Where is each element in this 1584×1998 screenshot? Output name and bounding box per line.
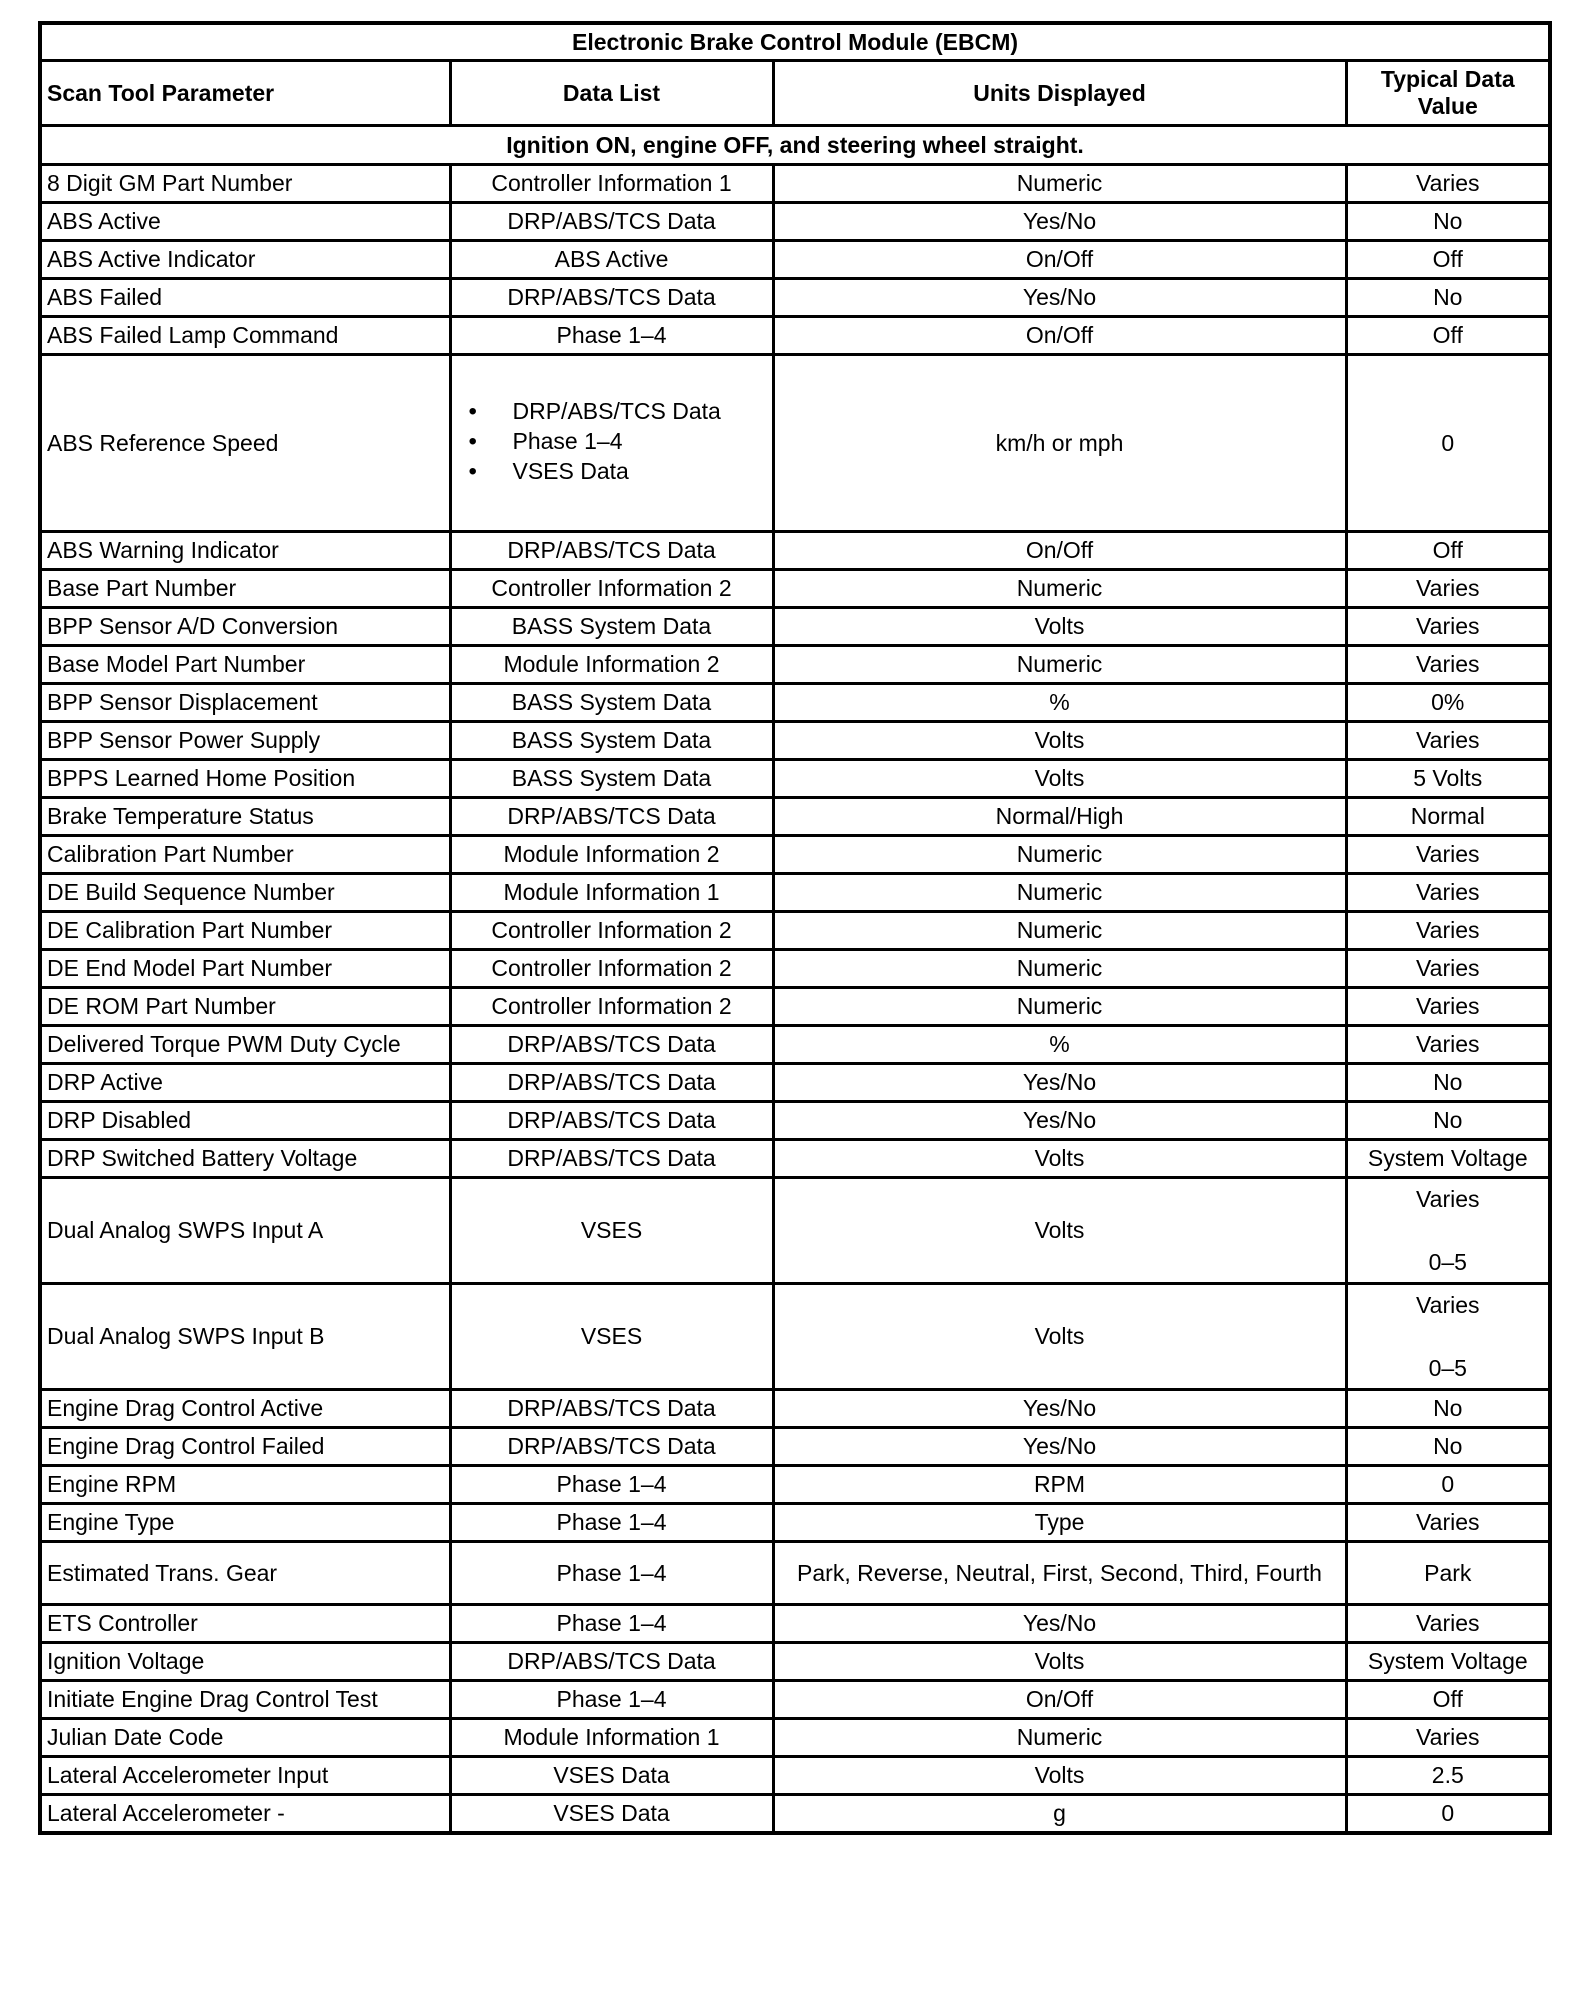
cell-scan-tool-parameter: Engine RPM <box>40 1466 450 1504</box>
cell-data-list <box>450 355 773 532</box>
table-row <box>40 570 1550 608</box>
cell-scan-tool-parameter: Lateral Accelerometer - <box>40 1795 450 1834</box>
cell-data-list: BASS System Data <box>450 608 773 646</box>
cell-data-list: DRP/ABS/TCS Data <box>450 1140 773 1178</box>
cell-data-list: BASS System Data <box>450 760 773 798</box>
cell-units-displayed: Park, Reverse, Neutral, First, Second, Third, Fourth <box>773 1542 1346 1605</box>
cell-units-displayed: Numeric <box>773 950 1346 988</box>
table-row <box>40 1026 1550 1064</box>
cell-typical-data-value: Off <box>1346 532 1550 570</box>
cell-units-displayed: km/h or mph <box>773 355 1346 532</box>
cell-units-displayed: Type <box>773 1504 1346 1542</box>
table-row <box>40 1390 1550 1428</box>
cell-scan-tool-parameter: Engine Type <box>40 1504 450 1542</box>
cell-scan-tool-parameter: Dual Analog SWPS Input A <box>40 1178 450 1284</box>
typical-value-line: Varies <box>1416 1291 1480 1318</box>
cell-typical-data-value: 5 Volts <box>1346 760 1550 798</box>
cell-typical-data-value: Varies <box>1346 1605 1550 1643</box>
cell-units-displayed: RPM <box>773 1466 1346 1504</box>
cell-data-list: VSES <box>450 1178 773 1284</box>
cell-scan-tool-parameter: BPP Sensor Power Supply <box>40 722 450 760</box>
cell-typical-data-value: Varies <box>1346 1504 1550 1542</box>
cell-units-displayed: Yes/No <box>773 1064 1346 1102</box>
cell-scan-tool-parameter: Engine Drag Control Active <box>40 1390 450 1428</box>
cell-units-displayed: Numeric <box>773 874 1346 912</box>
cell-data-list: ABS Active <box>450 241 773 279</box>
cell-data-list: VSES <box>450 1284 773 1390</box>
cell-scan-tool-parameter: ABS Active Indicator <box>40 241 450 279</box>
cell-data-list: DRP/ABS/TCS Data <box>450 1064 773 1102</box>
cell-scan-tool-parameter: Estimated Trans. Gear <box>40 1542 450 1605</box>
table-row <box>40 355 1550 532</box>
cell-scan-tool-parameter: Dual Analog SWPS Input B <box>40 1284 450 1390</box>
table-row <box>40 684 1550 722</box>
cell-data-list: Phase 1–4 <box>450 1681 773 1719</box>
cell-units-displayed: Volts <box>773 722 1346 760</box>
cell-scan-tool-parameter: DRP Disabled <box>40 1102 450 1140</box>
cell-typical-data-value: 2.5 <box>1346 1757 1550 1795</box>
cell-typical-data-value: Varies <box>1346 570 1550 608</box>
data-list-bullet-item: • DRP/ABS/TCS Data <box>513 398 767 425</box>
table-row <box>40 1284 1550 1390</box>
cell-typical-data-value: Varies <box>1346 836 1550 874</box>
cell-units-displayed: % <box>773 684 1346 722</box>
table-row <box>40 1504 1550 1542</box>
cell-units-displayed: Numeric <box>773 1719 1346 1757</box>
cell-data-list: DRP/ABS/TCS Data <box>450 1428 773 1466</box>
cell-data-list: Controller Information 2 <box>450 950 773 988</box>
typical-value-line: 0–5 <box>1428 1248 1467 1275</box>
cell-typical-data-value: Varies <box>1346 608 1550 646</box>
cell-scan-tool-parameter: Delivered Torque PWM Duty Cycle <box>40 1026 450 1064</box>
cell-units-displayed: g <box>773 1795 1346 1834</box>
cell-typical-data-value: 0 <box>1346 1466 1550 1504</box>
cell-scan-tool-parameter: DE End Model Part Number <box>40 950 450 988</box>
cell-units-displayed: Numeric <box>773 988 1346 1026</box>
cell-scan-tool-parameter: BPP Sensor Displacement <box>40 684 450 722</box>
table-row <box>40 165 1550 203</box>
cell-scan-tool-parameter: Calibration Part Number <box>40 836 450 874</box>
cell-typical-data-value: 0% <box>1346 684 1550 722</box>
cell-typical-data-value: Varies <box>1346 165 1550 203</box>
cell-data-list: DRP/ABS/TCS Data <box>450 1643 773 1681</box>
table-row <box>40 1605 1550 1643</box>
table-row <box>40 950 1550 988</box>
cell-units-displayed: Numeric <box>773 646 1346 684</box>
cell-data-list: Module Information 1 <box>450 874 773 912</box>
cell-typical-data-value <box>1346 1284 1550 1390</box>
cell-typical-data-value: Park <box>1346 1542 1550 1605</box>
cell-scan-tool-parameter: 8 Digit GM Part Number <box>40 165 450 203</box>
table-row <box>40 1719 1550 1757</box>
table-row <box>40 1542 1550 1605</box>
table-row <box>40 1757 1550 1795</box>
cell-units-displayed: Yes/No <box>773 1390 1346 1428</box>
table-row <box>40 1795 1550 1834</box>
table-row <box>40 532 1550 570</box>
cell-scan-tool-parameter: Initiate Engine Drag Control Test <box>40 1681 450 1719</box>
cell-units-displayed: Numeric <box>773 570 1346 608</box>
cell-typical-data-value <box>1346 1178 1550 1284</box>
cell-data-list: DRP/ABS/TCS Data <box>450 203 773 241</box>
cell-typical-data-value: 0 <box>1346 1795 1550 1834</box>
table-row <box>40 203 1550 241</box>
typical-value-stack <box>1353 1292 1544 1382</box>
cell-data-list: DRP/ABS/TCS Data <box>450 798 773 836</box>
table-row <box>40 279 1550 317</box>
cell-units-displayed: Volts <box>773 608 1346 646</box>
cell-typical-data-value: System Voltage <box>1346 1643 1550 1681</box>
cell-data-list: Phase 1–4 <box>450 1466 773 1504</box>
table-row <box>40 1140 1550 1178</box>
table-row <box>40 1643 1550 1681</box>
table-row <box>40 1428 1550 1466</box>
cell-typical-data-value: System Voltage <box>1346 1140 1550 1178</box>
typical-value-line: Varies <box>1416 1185 1480 1212</box>
cell-units-displayed: Volts <box>773 1643 1346 1681</box>
table-row <box>40 874 1550 912</box>
cell-units-displayed: Yes/No <box>773 279 1346 317</box>
table-row <box>40 1064 1550 1102</box>
cell-typical-data-value: No <box>1346 1102 1550 1140</box>
cell-data-list: VSES Data <box>450 1795 773 1834</box>
cell-scan-tool-parameter: ABS Failed Lamp Command <box>40 317 450 355</box>
cell-typical-data-value: No <box>1346 1390 1550 1428</box>
cell-data-list: BASS System Data <box>450 722 773 760</box>
table-row <box>40 1178 1550 1284</box>
cell-units-displayed: Volts <box>773 1284 1346 1390</box>
cell-units-displayed: On/Off <box>773 1681 1346 1719</box>
cell-typical-data-value: Off <box>1346 317 1550 355</box>
cell-typical-data-value: Varies <box>1346 874 1550 912</box>
header-data-list: Data List <box>450 61 773 126</box>
cell-units-displayed: Volts <box>773 1178 1346 1284</box>
cell-typical-data-value: Off <box>1346 1681 1550 1719</box>
header-units-displayed: Units Displayed <box>773 61 1346 126</box>
cell-scan-tool-parameter: Base Part Number <box>40 570 450 608</box>
table-row <box>40 1466 1550 1504</box>
cell-units-displayed: Volts <box>773 1757 1346 1795</box>
header-typical-data-value: Typical Data Value <box>1346 61 1550 126</box>
cell-scan-tool-parameter: Base Model Part Number <box>40 646 450 684</box>
cell-data-list: Controller Information 2 <box>450 988 773 1026</box>
cell-typical-data-value: No <box>1346 203 1550 241</box>
cell-typical-data-value: Varies <box>1346 1026 1550 1064</box>
cell-data-list: Module Information 2 <box>450 836 773 874</box>
cell-units-displayed: Numeric <box>773 836 1346 874</box>
typical-value-line: 0–5 <box>1428 1354 1467 1381</box>
cell-data-list: Module Information 1 <box>450 1719 773 1757</box>
cell-units-displayed: Volts <box>773 1140 1346 1178</box>
cell-typical-data-value: No <box>1346 1064 1550 1102</box>
header-scan-tool-parameter: Scan Tool Parameter <box>40 61 450 126</box>
table-title: Electronic Brake Control Module (EBCM) <box>40 23 1550 61</box>
table-row <box>40 608 1550 646</box>
cell-units-displayed: Yes/No <box>773 1605 1346 1643</box>
table-row <box>40 722 1550 760</box>
cell-typical-data-value: Varies <box>1346 646 1550 684</box>
data-list-bullets <box>457 398 767 485</box>
cell-data-list: BASS System Data <box>450 684 773 722</box>
cell-data-list: Controller Information 2 <box>450 912 773 950</box>
table-row <box>40 241 1550 279</box>
cell-data-list: Controller Information 2 <box>450 570 773 608</box>
table-row <box>40 646 1550 684</box>
cell-scan-tool-parameter: Lateral Accelerometer Input <box>40 1757 450 1795</box>
typical-value-stack <box>1353 1186 1544 1276</box>
cell-scan-tool-parameter: Brake Temperature Status <box>40 798 450 836</box>
cell-typical-data-value: Varies <box>1346 950 1550 988</box>
ebcm-data-table <box>38 21 1552 1835</box>
cell-typical-data-value: Varies <box>1346 912 1550 950</box>
cell-data-list: DRP/ABS/TCS Data <box>450 1026 773 1064</box>
cell-scan-tool-parameter: BPPS Learned Home Position <box>40 760 450 798</box>
cell-data-list: DRP/ABS/TCS Data <box>450 1390 773 1428</box>
cell-typical-data-value: Varies <box>1346 988 1550 1026</box>
cell-scan-tool-parameter: Ignition Voltage <box>40 1643 450 1681</box>
cell-scan-tool-parameter: DE Calibration Part Number <box>40 912 450 950</box>
table-row <box>40 317 1550 355</box>
cell-data-list: VSES Data <box>450 1757 773 1795</box>
cell-typical-data-value: Off <box>1346 241 1550 279</box>
cell-scan-tool-parameter: ABS Active <box>40 203 450 241</box>
cell-units-displayed: Normal/High <box>773 798 1346 836</box>
cell-units-displayed: Numeric <box>773 912 1346 950</box>
cell-scan-tool-parameter: BPP Sensor A/D Conversion <box>40 608 450 646</box>
condition-row: Ignition ON, engine OFF, and steering wheel straight. <box>40 126 1550 165</box>
data-list-bullet-item: • Phase 1–4 <box>513 428 767 455</box>
cell-scan-tool-parameter: ABS Reference Speed <box>40 355 450 532</box>
cell-units-displayed: Volts <box>773 760 1346 798</box>
table-row <box>40 760 1550 798</box>
table-row <box>40 912 1550 950</box>
cell-typical-data-value: No <box>1346 279 1550 317</box>
table-row <box>40 1681 1550 1719</box>
cell-typical-data-value: 0 <box>1346 355 1550 532</box>
cell-data-list: DRP/ABS/TCS Data <box>450 279 773 317</box>
cell-units-displayed: Numeric <box>773 165 1346 203</box>
cell-units-displayed: On/Off <box>773 532 1346 570</box>
cell-scan-tool-parameter: ABS Warning Indicator <box>40 532 450 570</box>
cell-units-displayed: On/Off <box>773 317 1346 355</box>
cell-typical-data-value: Varies <box>1346 1719 1550 1757</box>
cell-units-displayed: Yes/No <box>773 1102 1346 1140</box>
cell-typical-data-value: Normal <box>1346 798 1550 836</box>
cell-data-list: Controller Information 1 <box>450 165 773 203</box>
table-row <box>40 836 1550 874</box>
cell-data-list: DRP/ABS/TCS Data <box>450 1102 773 1140</box>
cell-units-displayed: Yes/No <box>773 203 1346 241</box>
cell-units-displayed: On/Off <box>773 241 1346 279</box>
table-row <box>40 988 1550 1026</box>
cell-scan-tool-parameter: DRP Switched Battery Voltage <box>40 1140 450 1178</box>
cell-scan-tool-parameter: ABS Failed <box>40 279 450 317</box>
cell-scan-tool-parameter: Engine Drag Control Failed <box>40 1428 450 1466</box>
cell-units-displayed: Yes/No <box>773 1428 1346 1466</box>
table-row <box>40 1102 1550 1140</box>
cell-typical-data-value: Varies <box>1346 722 1550 760</box>
cell-scan-tool-parameter: DE Build Sequence Number <box>40 874 450 912</box>
cell-data-list: Module Information 2 <box>450 646 773 684</box>
data-list-bullet-item: • VSES Data <box>513 458 767 485</box>
cell-units-displayed: % <box>773 1026 1346 1064</box>
cell-data-list: Phase 1–4 <box>450 317 773 355</box>
cell-scan-tool-parameter: DE ROM Part Number <box>40 988 450 1026</box>
table-row <box>40 798 1550 836</box>
cell-data-list: DRP/ABS/TCS Data <box>450 532 773 570</box>
cell-data-list: Phase 1–4 <box>450 1605 773 1643</box>
cell-data-list: Phase 1–4 <box>450 1504 773 1542</box>
cell-scan-tool-parameter: ETS Controller <box>40 1605 450 1643</box>
cell-scan-tool-parameter: DRP Active <box>40 1064 450 1102</box>
cell-scan-tool-parameter: Julian Date Code <box>40 1719 450 1757</box>
cell-data-list: Phase 1–4 <box>450 1542 773 1605</box>
cell-typical-data-value: No <box>1346 1428 1550 1466</box>
